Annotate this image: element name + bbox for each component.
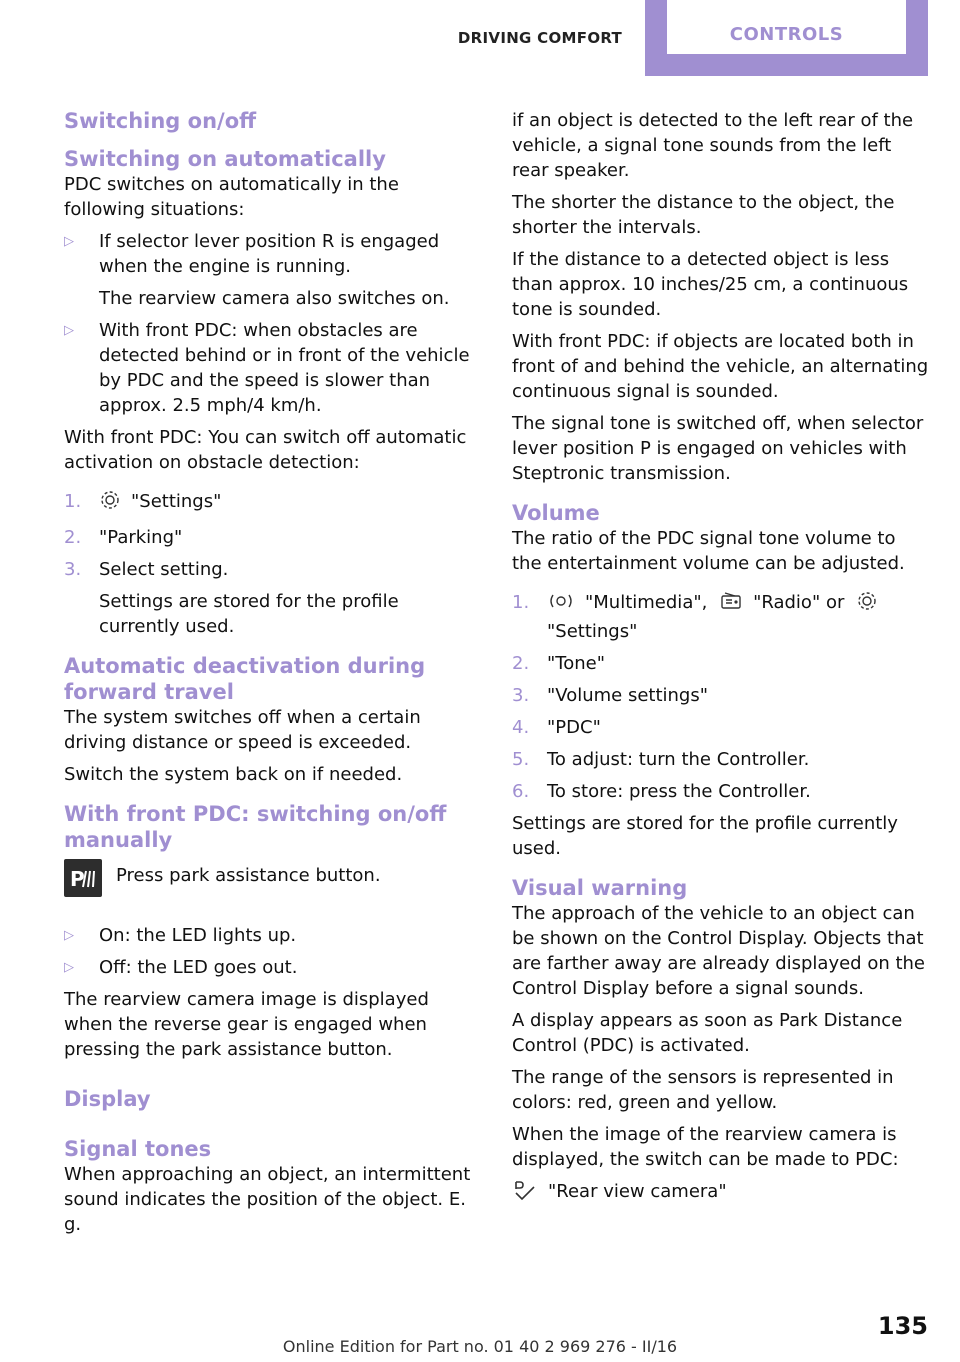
radio-icon (719, 590, 743, 619)
list-item (64, 557, 482, 639)
step-text: To adjust: turn the Controller. (547, 749, 810, 770)
bullet-text: If selector lever position R is engaged when the engine is running. (99, 231, 440, 277)
bullet-text: With front PDC: when obstacles are detected behind or in front of the vehicle by PDC and the speed is slower than approx. 2.5 mph/4 km/h. (99, 320, 470, 416)
list-item (512, 747, 930, 772)
step-number: 1. (64, 491, 82, 512)
list-item (64, 525, 482, 550)
heading-manual-switching: With front PDC: switching on/off manually (64, 802, 447, 852)
radio-label: "Radio" or (753, 592, 845, 613)
settings-steps-list (64, 489, 482, 639)
list-item (512, 779, 930, 804)
park-assistance-button-icon (64, 859, 102, 897)
bullet-subtext: The rearview camera also switches on. (99, 288, 450, 309)
multimedia-icon (547, 590, 575, 619)
left-column (64, 108, 482, 1244)
footer-edition-text: Online Edition for Part no. 01 40 2 969 276 - II/16 (282, 1337, 678, 1356)
signal-text-4: With front PDC: if objects are located both in front of and behind the vehicle, an alternating continuous signal is sounded. (512, 331, 929, 402)
list-item (64, 229, 482, 311)
header-chapter-tab (645, 0, 928, 76)
front-pdc-intro-text: With front PDC: You can switch off automatic activation on obstacle detection: (64, 427, 467, 473)
deactivation-text: The system switches off when a certain driving distance or speed is exceeded. (64, 707, 421, 753)
settings-gear-icon (99, 489, 121, 518)
header-tab-label: CONTROLS (729, 24, 844, 45)
list-item: ▷ Off: the LED goes out. (64, 955, 482, 980)
step-number: 2. (512, 653, 530, 674)
heading-switching-on-off: Switching on/off (64, 109, 257, 133)
signal-continued-text: if an object is detected to the left rear of the vehicle, a signal tone sounds from the left rear speaker. (512, 110, 914, 181)
list-item (64, 318, 482, 418)
page-number: 135 (877, 1312, 928, 1340)
header-section-label: DRIVING COMFORT (457, 29, 623, 47)
multimedia-label: "Multimedia", (585, 592, 708, 613)
visual-warning-text: The approach of the vehicle to an object can be shown on the Control Display. Objects that are farther away are already displayed on the Control Display before a signal sounds. (512, 903, 926, 999)
step-number: 2. (64, 527, 82, 548)
right-column (512, 108, 930, 1215)
list-item (512, 590, 930, 644)
settings-label: "Settings" (547, 621, 638, 642)
step-number: 1. (512, 592, 530, 613)
step-text: "PDC" (547, 717, 601, 738)
visual-warning-text-2: A display appears as soon as Park Distance Control (PDC) is activated. (512, 1010, 903, 1056)
heading-volume: Volume (512, 501, 600, 525)
list-item (512, 715, 930, 740)
heading-switching-automatically: Switching on automatically (64, 147, 386, 171)
list-item (64, 489, 482, 518)
auto-intro-text: PDC switches on automatically in the following situations: (64, 174, 399, 220)
step-number: 3. (512, 685, 530, 706)
rear-view-camera-icon (512, 1179, 538, 1208)
list-item: ▷ On: the LED lights up. (64, 923, 482, 948)
heading-visual-warning: Visual warning (512, 876, 688, 900)
volume-intro-text: The ratio of the PDC signal tone volume to the entertainment volume can be adjusted. (512, 528, 905, 574)
step-number: 5. (512, 749, 530, 770)
settings-gear-icon (856, 590, 878, 619)
heading-signal-tones: Signal tones (64, 1137, 212, 1161)
step-number: 4. (512, 717, 530, 738)
park-assistance-row (64, 863, 482, 909)
volume-steps-list (512, 590, 930, 804)
signal-text-3: If the distance to a detected object is less than approx. 10 inches/25 cm, a continuous tone is sounded. (512, 249, 909, 320)
deactivation-text-2: Switch the system back on if needed. (64, 764, 403, 785)
heading-display: Display (64, 1087, 151, 1111)
step-number: 3. (64, 559, 82, 580)
step-text: "Tone" (547, 653, 605, 674)
visual-warning-text-3: The range of the sensors is represented in colors: red, green and yellow. (512, 1067, 894, 1113)
step-subtext: Settings are stored for the profile currently used. (99, 591, 399, 637)
step-text: Select setting. (99, 559, 229, 580)
step-text: "Settings" (131, 491, 222, 512)
step-text: "Parking" (99, 527, 183, 548)
rear-view-camera-row (512, 1179, 930, 1208)
led-bullet-list (64, 923, 482, 980)
step-text: To store: press the Controller. (547, 781, 811, 802)
signal-tones-text: When approaching an object, an intermittent sound indicates the position of the object. E. g. (64, 1164, 471, 1235)
rear-view-camera-text: "Rear view camera" (548, 1181, 727, 1202)
volume-outro-text: Settings are stored for the profile currently used. (512, 813, 898, 859)
heading-automatic-deactivation: Automatic deactivation during forward travel (64, 654, 426, 704)
signal-text-2: The shorter the distance to the object, the shorter the intervals. (512, 192, 895, 238)
visual-warning-text-4: When the image of the rearview camera is displayed, the switch can be made to PDC: (512, 1124, 899, 1170)
auto-bullet-list (64, 229, 482, 418)
rearview-camera-text: The rearview camera image is displayed when the reverse gear is engaged when pressing the park assistance button. (64, 989, 429, 1060)
step-number: 6. (512, 781, 530, 802)
list-item (512, 651, 930, 676)
signal-text-5: The signal tone is switched off, when selector lever position P is engaged on vehicles with Steptronic transmission. (512, 413, 924, 484)
svg-text:P: P (70, 867, 85, 891)
park-button-text: Press park assistance button. (116, 865, 381, 886)
step-text: "Volume settings" (547, 685, 709, 706)
list-item (512, 683, 930, 708)
